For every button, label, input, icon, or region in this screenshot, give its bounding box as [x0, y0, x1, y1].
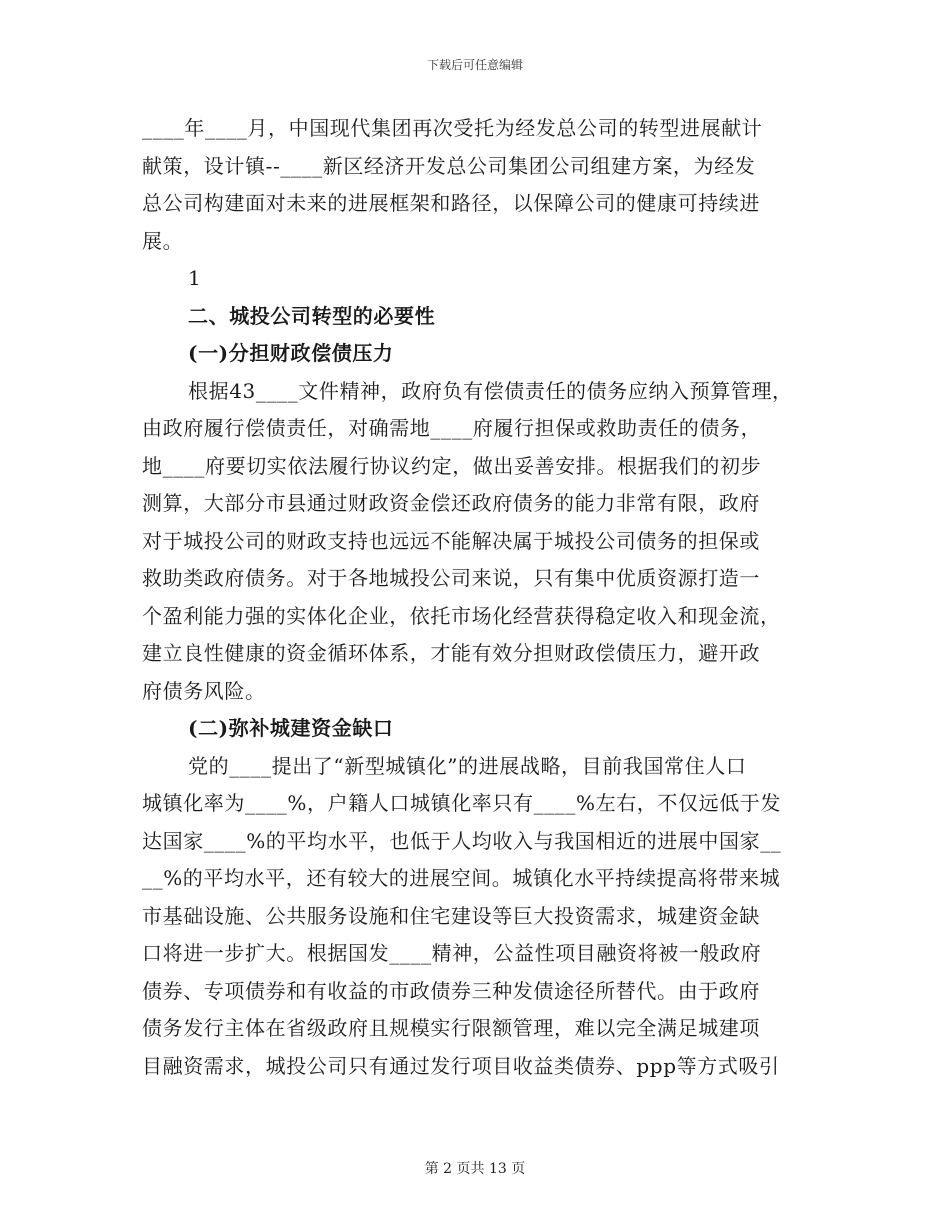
text-line: 府债务风险。 — [142, 678, 266, 703]
text-line: 债务发行主体在省级政府且规模实行限额管理，难以完全满足城建项 — [142, 1016, 760, 1040]
text-line: 总公司构建面对未来的进展框架和路径，以保障公司的健康可持续进 — [142, 191, 760, 215]
page-footer: 第 2 页共 13 页 — [424, 1161, 526, 1177]
document-body — [142, 110, 810, 1085]
text-line: 由政府履行偿债责任，对确需地____府履行担保或救助责任的债务， — [142, 416, 762, 440]
text-line: 献策，设计镇--____新区经济开发总公司集团公司组建方案，为经发 — [142, 153, 756, 178]
text-line: 城镇化率为____%，户籍人口城镇化率只有____%左右，不仅远低于发 — [142, 791, 782, 815]
text-line: 测算，大部分市县通过财政资金偿还政府债务的能力非常有限，政府 — [142, 491, 760, 515]
text-line: 个盈利能力强的实体化企业，依托市场化经营获得稳定收入和现金流， — [142, 603, 781, 628]
text-line: 对于城投公司的财政支持也远远不能解决属于城投公司债务的担保或 — [142, 528, 760, 553]
text-line: 达国家____%的平均水平，也低于人均收入与我国相近的进展中国家__ — [142, 828, 782, 853]
text-line: 展。 — [142, 228, 184, 253]
paragraph — [142, 110, 810, 260]
text-line: 债券、专项债券和有收益的市政债券三种发债途径所替代。由于政府 — [142, 978, 760, 1003]
text-line: __%的平均水平，还有较大的进展空间。城镇化水平持续提高将带来城 — [142, 866, 781, 890]
subsection-heading: (二)弥补城建资金缺口 — [188, 716, 394, 740]
marker-number: 1 — [188, 266, 202, 290]
text-line: ____年____月，中国现代集团再次受托为经发总公司的转型进展献计 — [142, 116, 763, 140]
text-line: 地____府要切实依法履行协议约定，做出妥善安排。根据我们的初步 — [142, 453, 762, 478]
text-line: 根据43____文件精神，政府负有偿债责任的债务应纳入预算管理， — [188, 378, 793, 403]
text-line: 市基础设施、公共服务设施和住宅建设等巨大投资需求，城建资金缺 — [142, 903, 760, 928]
text-line: 党的____提出了“新型城镇化”的进展战略，目前我国常住人口 — [188, 753, 747, 778]
paragraph — [142, 373, 810, 711]
text-line: 救助类政府债务。对于各地城投公司来说，只有集中优质资源打造一 — [142, 566, 760, 590]
text-line: 建立良性健康的资金循环体系，才能有效分担财政偿债压力，避开政 — [142, 641, 760, 665]
subsection-heading: (一)分担财政偿债压力 — [188, 341, 394, 365]
section-heading: 二、城投公司转型的必要性 — [188, 303, 436, 328]
paragraph — [142, 748, 810, 1086]
text-line: 目融资需求，城投公司只有通过发行项目收益类债券、ppp等方式吸引 — [142, 1053, 780, 1078]
text-line: 口将进一步扩大。根据国发____精神，公益性项目融资将被一般政府 — [142, 941, 762, 965]
page-header: 下载后可任意编辑 — [426, 58, 523, 72]
